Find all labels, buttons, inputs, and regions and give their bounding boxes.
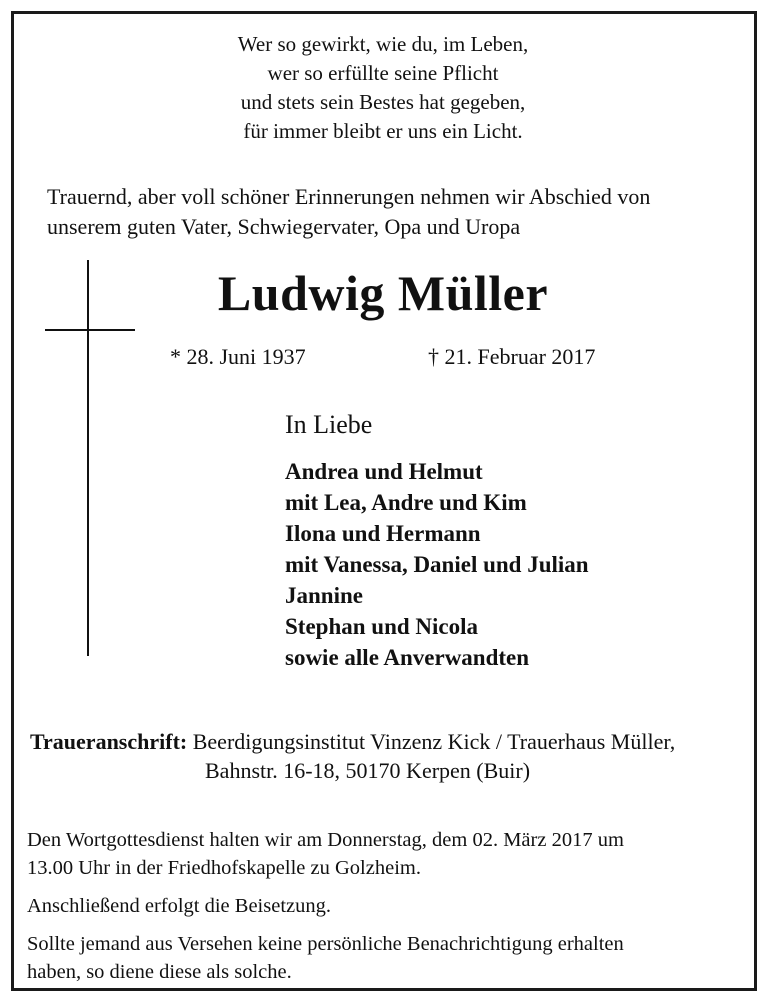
service-notes — [27, 816, 747, 996]
service-line: Den Wortgottesdienst halten wir am Donnerstag, dem 02. März 2017 um — [27, 829, 624, 851]
address-line-1: Beerdigungsinstitut Vinzenz Kick / Trauerhaus Müller, — [192, 729, 676, 754]
intro-line: unserem guten Vater, Schwiegervater, Opa und Uropa — [47, 214, 521, 239]
deceased-name: Ludwig Müller — [217, 265, 549, 321]
notification-line: haben, so diene diese als solche. — [27, 961, 292, 983]
poem-line: für immer bleibt er uns ein Licht. — [243, 119, 523, 143]
intro-line: Trauernd, aber voll schöner Erinnerungen nehmen wir Abschied von — [47, 184, 651, 209]
poem-line: und stets sein Bestes hat gegeben, — [240, 90, 526, 114]
poem-line: Wer so gewirkt, wie du, im Leben, — [237, 32, 529, 56]
mourner-line: mit Lea, Andre und Kim — [285, 490, 527, 515]
burial-line: Anschließend erfolgt die Beisetzung. — [27, 895, 331, 917]
cross-icon-horizontal — [45, 329, 135, 331]
birth-date: * 28. Juni 1937 — [170, 344, 306, 369]
mourner-line: Stephan und Nicola — [285, 614, 479, 639]
in-love-heading: In Liebe — [285, 410, 373, 439]
mourner-line: mit Vanessa, Daniel und Julian — [285, 552, 589, 577]
mourner-line: Andrea und Helmut — [285, 459, 483, 484]
mourner-line: sowie alle Anverwandten — [285, 645, 530, 670]
intro-text — [47, 182, 747, 242]
mourner-line: Ilona und Hermann — [285, 521, 481, 546]
mourners-list — [285, 456, 589, 673]
address-label: Traueranschrift: — [30, 729, 188, 754]
mourner-line: Jannine — [285, 583, 363, 608]
memorial-poem — [0, 30, 766, 146]
notification-line: Sollte jemand aus Versehen keine persönliche Benachrichtigung erhalten — [27, 933, 624, 955]
death-date: † 21. Februar 2017 — [428, 344, 596, 369]
poem-line: wer so erfüllte seine Pflicht — [267, 61, 499, 85]
mourning-address — [30, 727, 750, 785]
service-line: 13.00 Uhr in der Friedhofskapelle zu Golzheim. — [27, 857, 421, 879]
address-line-2: Bahnstr. 16-18, 50170 Kerpen (Buir) — [205, 758, 531, 783]
